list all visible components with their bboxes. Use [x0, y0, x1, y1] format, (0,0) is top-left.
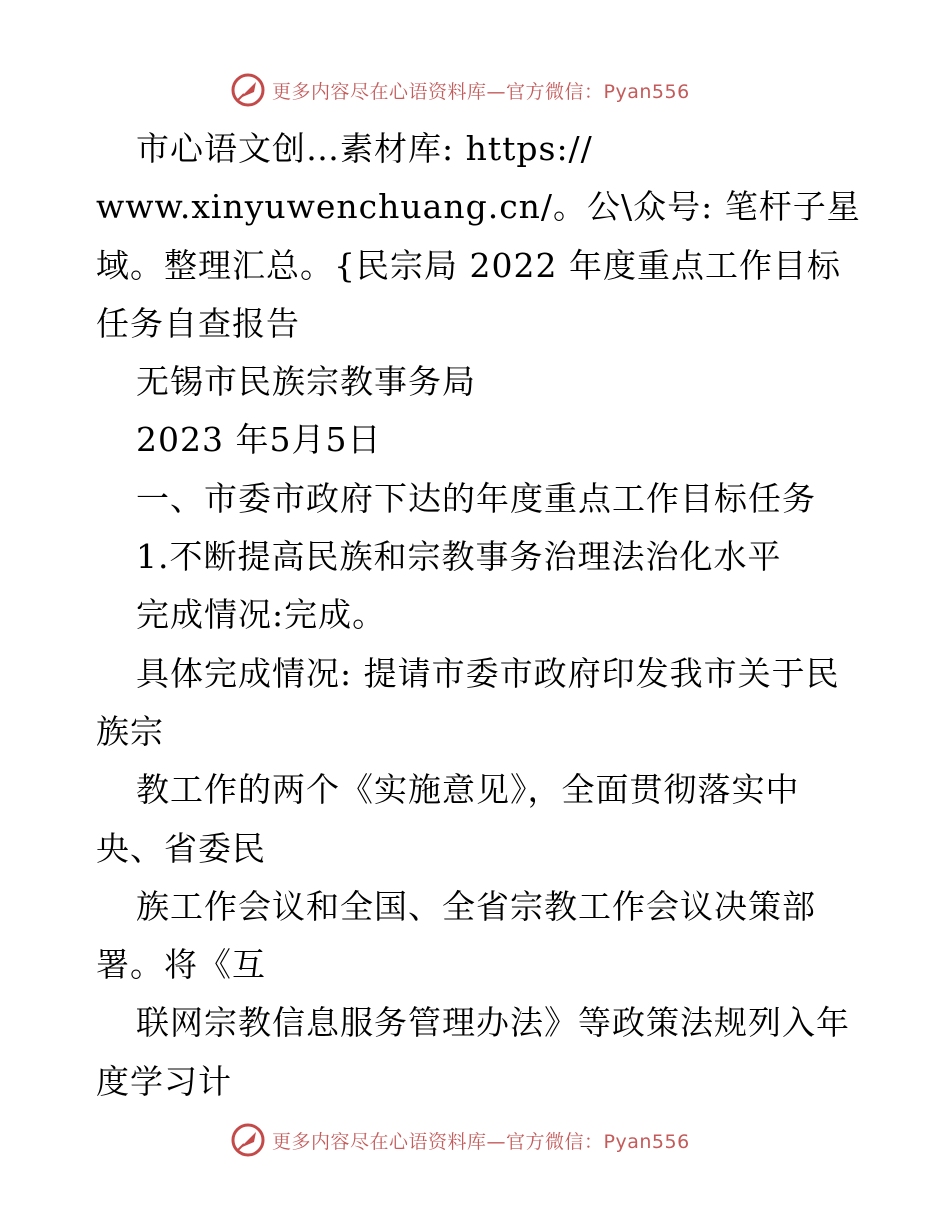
header-banner-text: 更多内容尽在心语资料库—官方微信：Pyan556: [272, 80, 690, 103]
body-line: 教工作的两个《实施意见》，全面贯彻落实中: [136, 770, 800, 810]
body-line: 市心语文创…素材库: https://: [136, 129, 593, 168]
body-line: 族工作会议和全国、全省宗教工作会议决策部: [136, 886, 816, 926]
red-quill-seal-icon: [230, 72, 266, 108]
footer-banner: [230, 1120, 690, 1160]
body-line: 域。整理汇总。{民宗局 2022 年度重点工作目标: [96, 245, 841, 285]
body-line: 署。将《互: [96, 945, 266, 985]
body-line: 联网宗教信息服务管理办法》等政策法规列入年: [136, 1003, 850, 1043]
body-line: 任务自查报告: [96, 303, 300, 343]
body-line: www.xinyuwenchuang.cn/。公\众号: 笔杆子星: [96, 187, 861, 227]
body-line: 度学习计: [96, 1061, 232, 1101]
body-line: 无锡市民族宗教事务局: [136, 362, 476, 402]
header-banner: [230, 70, 690, 110]
body-line: 央、省委民: [96, 828, 266, 868]
body-line: 具体完成情况: 提请市委市政府印发我市关于民: [136, 653, 840, 693]
red-quill-seal-icon: [230, 1122, 266, 1158]
body-line: 完成情况:完成。: [136, 595, 387, 635]
footer-banner-text: 更多内容尽在心语资料库—官方微信：Pyan556: [272, 1130, 690, 1153]
body-line: 1.不断提高民族和宗教事务治理法治化水平: [136, 537, 782, 577]
document-body: [96, 120, 861, 1111]
body-line: 一、市委市政府下达的年度重点工作目标任务: [136, 478, 816, 518]
body-line: 2023 年5月5日: [136, 420, 382, 460]
body-line: 族宗: [96, 711, 164, 751]
